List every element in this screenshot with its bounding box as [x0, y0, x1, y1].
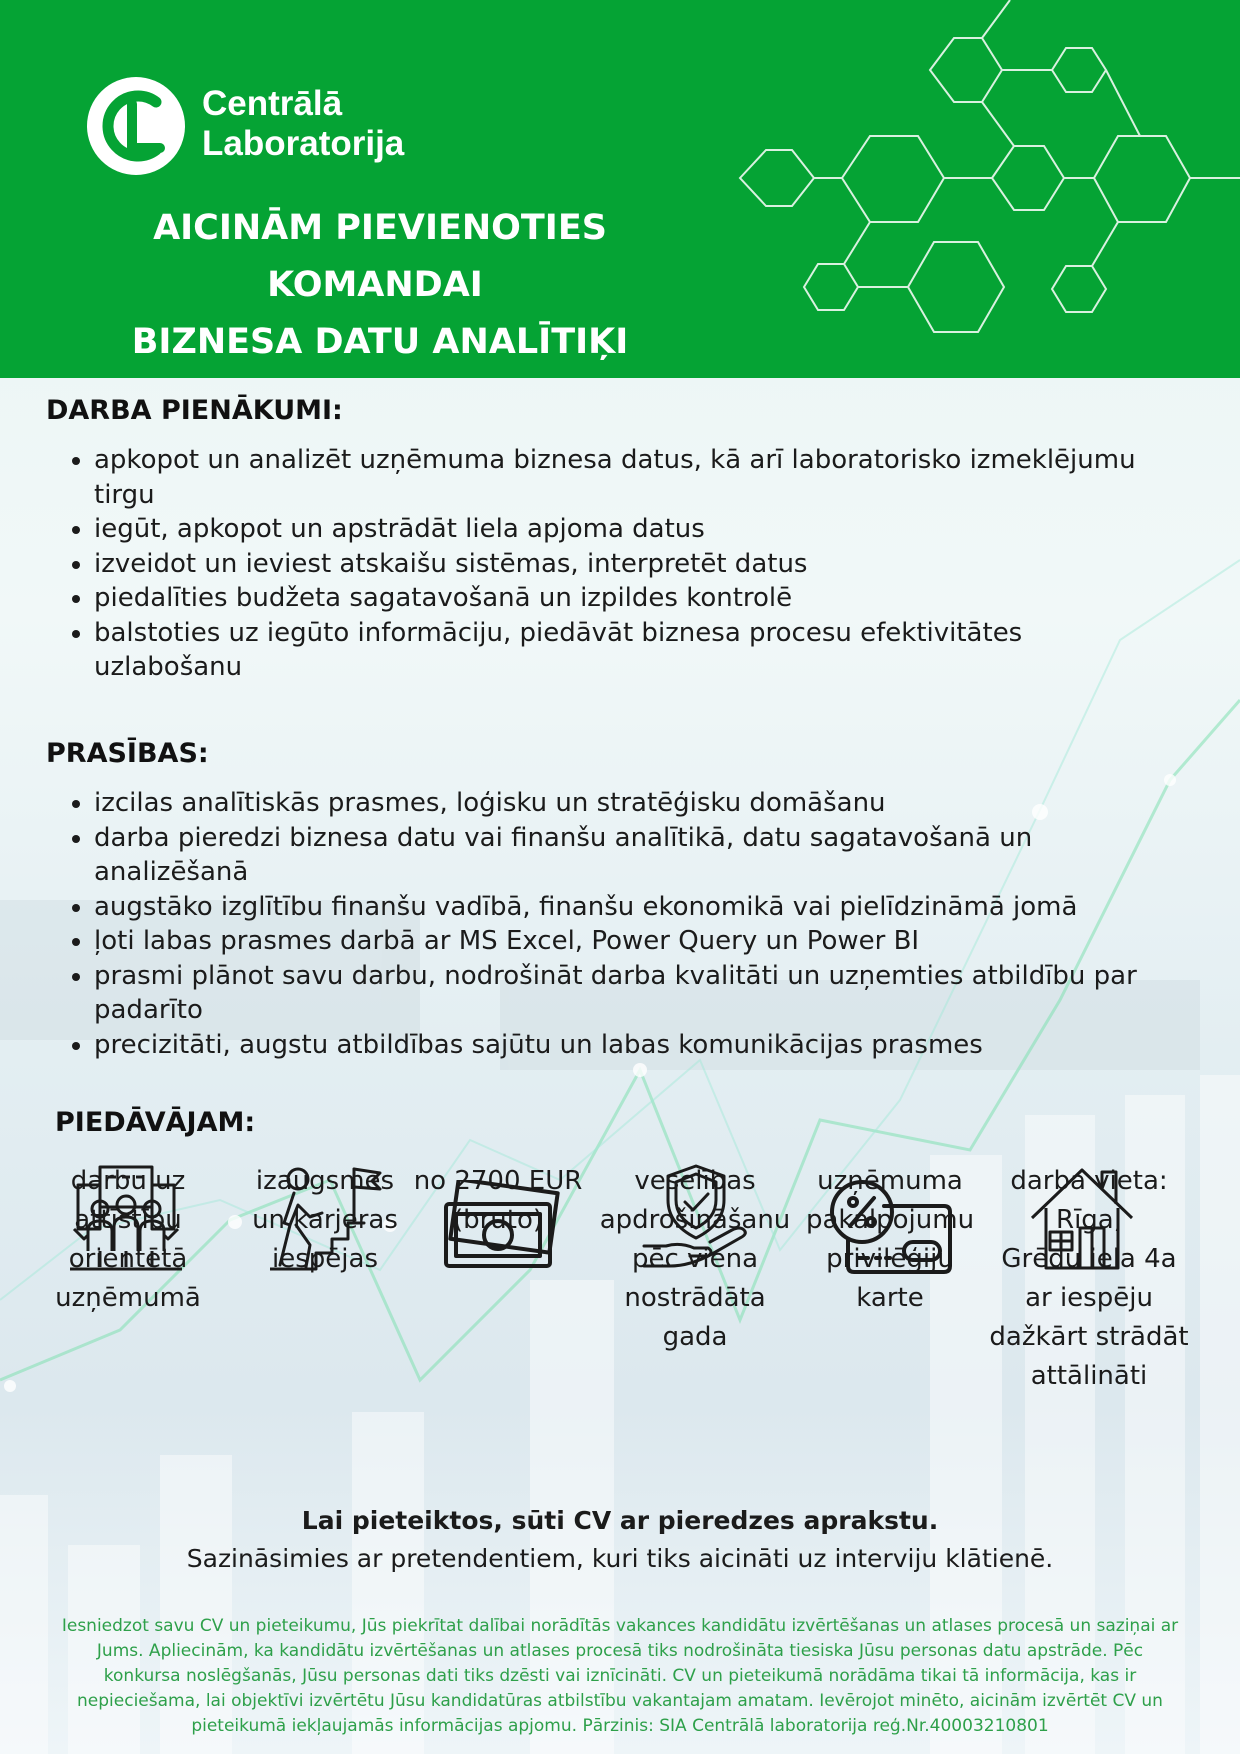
duties-heading: DARBA PIENĀKUMI: — [46, 395, 343, 426]
list-item: • piedalīties budžeta sagatavošanā un izpildes kontrolē — [94, 581, 1174, 616]
apply-instruction: Lai pieteiktos, sūti CV ar pieredzes aprakstu. — [301, 1506, 939, 1535]
caption-line: Rīga, — [1056, 1205, 1122, 1235]
contact-note: Sazināsimies ar pretendentiem, kuri tiks aicināti uz interviju klātienē. — [186, 1544, 1054, 1573]
offer-1-caption — [48, 1162, 208, 1318]
offer-3-caption — [408, 1162, 588, 1240]
list-item: • ļoti labas prasmes darbā ar MS Excel, Power Query un Power BI — [94, 924, 1174, 959]
brand-name — [202, 84, 404, 164]
title-line-1: AICINĀM PIEVIENOTIES — [153, 208, 607, 248]
list-item: • iegūt, apkopot un apstrādāt liela apjoma datus — [94, 512, 1174, 547]
caption-line: karte — [856, 1283, 924, 1313]
caption-line: uzņēmumā — [55, 1283, 201, 1313]
caption-line: privilēģiju — [826, 1244, 954, 1274]
brand-name-line2: Laboratorija — [202, 124, 405, 163]
caption-line: izaugsmes — [255, 1166, 395, 1196]
caption-line: iespējas — [272, 1244, 378, 1274]
requirements-list — [46, 786, 1174, 1062]
caption-line: apdrošināšanu — [599, 1205, 791, 1235]
caption-line: gada — [662, 1322, 728, 1352]
offer-5-caption — [800, 1162, 980, 1318]
title-line-2: KOMANDAI — [267, 265, 483, 305]
caption-line: no 2700 EUR — [413, 1166, 583, 1196]
caption-line: nostrādāta — [624, 1283, 766, 1313]
caption-line: pakalpojumu — [805, 1205, 975, 1235]
offer-4-caption — [595, 1162, 795, 1357]
caption-line: orientētā — [68, 1244, 188, 1274]
caption-line: Grēdu iela 4a — [1001, 1244, 1177, 1274]
caption-line: dažkārt strādāt — [989, 1322, 1189, 1352]
caption-line: pēc viena — [631, 1244, 759, 1274]
offer-6-caption — [982, 1162, 1196, 1396]
header-banner — [0, 0, 1240, 378]
privacy-notice: Iesniedzot savu CV un pieteikumu, Jūs piekrītat dalībai norādītās vakances kandidātu izvērtēšanas un atlases procesā un saziņai ar Jums. Apliecinām, ka kandidātu izvērtēšanas un atlases procesā tiks nodrošināta tiesiska Jūsu personas datu apstrāde. Pēc konkursa noslēgšanās, Jūsu personas dati tiks dzēsti vai iznīcināti. CV un pieteikumā norādāma tikai tā informācija, kas ir nepieciešama, lai objektīvi izvērtētu Jūsu kandidatūras atbilstību vakantajam amatam. Ievērojot minēto, aicinām izvērtēt CV un pieteikumā iekļaujamās informācijas apjomu. Pārzinis: SIA Centrālā laboratorija reģ.Nr.40003210801 — [61, 1616, 1179, 1736]
duties-list — [46, 443, 1174, 685]
caption-line: attīstību — [74, 1205, 182, 1235]
list-item: • balstoties uz iegūto informāciju, piedāvāt biznesa procesu efektivitātes uzlabošanu — [94, 616, 1054, 685]
caption-line: un karjeras — [252, 1205, 398, 1235]
list-item: • augstāko izglītību finanšu vadībā, finanšu ekonomikā vai pielīdzināmā jomā — [94, 890, 1174, 925]
offer-2-caption — [240, 1162, 410, 1279]
brand-logo-icon — [86, 76, 186, 176]
title-line-3: BIZNESA DATU ANALĪTIĶI — [131, 322, 629, 362]
caption-line: uzņēmuma — [817, 1166, 963, 1196]
page-title — [40, 200, 720, 371]
caption-line: ar iespēju — [1025, 1283, 1153, 1313]
list-item: • apkopot un analizēt uzņēmuma biznesa datus, kā arī laboratorisko izmeklējumu tirgu — [94, 443, 1174, 512]
caption-line: attālināti — [1030, 1361, 1148, 1391]
offers-heading: PIEDĀVĀJAM: — [55, 1107, 256, 1138]
caption-line: darba vieta: — [1010, 1166, 1168, 1196]
list-item: • prasmi plānot savu darbu, nodrošināt darba kvalitāti un uzņemties atbildību par padarīto — [94, 959, 1174, 1028]
list-item: • izcilas analītiskās prasmes, loģisku un stratēģisku domāšanu — [94, 786, 1174, 821]
list-item: • darba pieredzi biznesa datu vai finanšu analītikā, datu sagatavošanā un analizēšanā — [94, 821, 1054, 890]
brand-name-line1: Centrālā — [202, 84, 343, 123]
caption-line: darbu uz — [70, 1166, 186, 1196]
requirements-heading: PRASĪBAS: — [46, 738, 209, 769]
caption-line: veselības — [634, 1166, 756, 1196]
caption-line: (bruto) — [452, 1205, 544, 1235]
list-item: • izveidot un ieviest atskaišu sistēmas, interpretēt datus — [94, 547, 1174, 582]
list-item: • precizitāti, augstu atbildības sajūtu un labas komunikācijas prasmes — [94, 1028, 1174, 1063]
